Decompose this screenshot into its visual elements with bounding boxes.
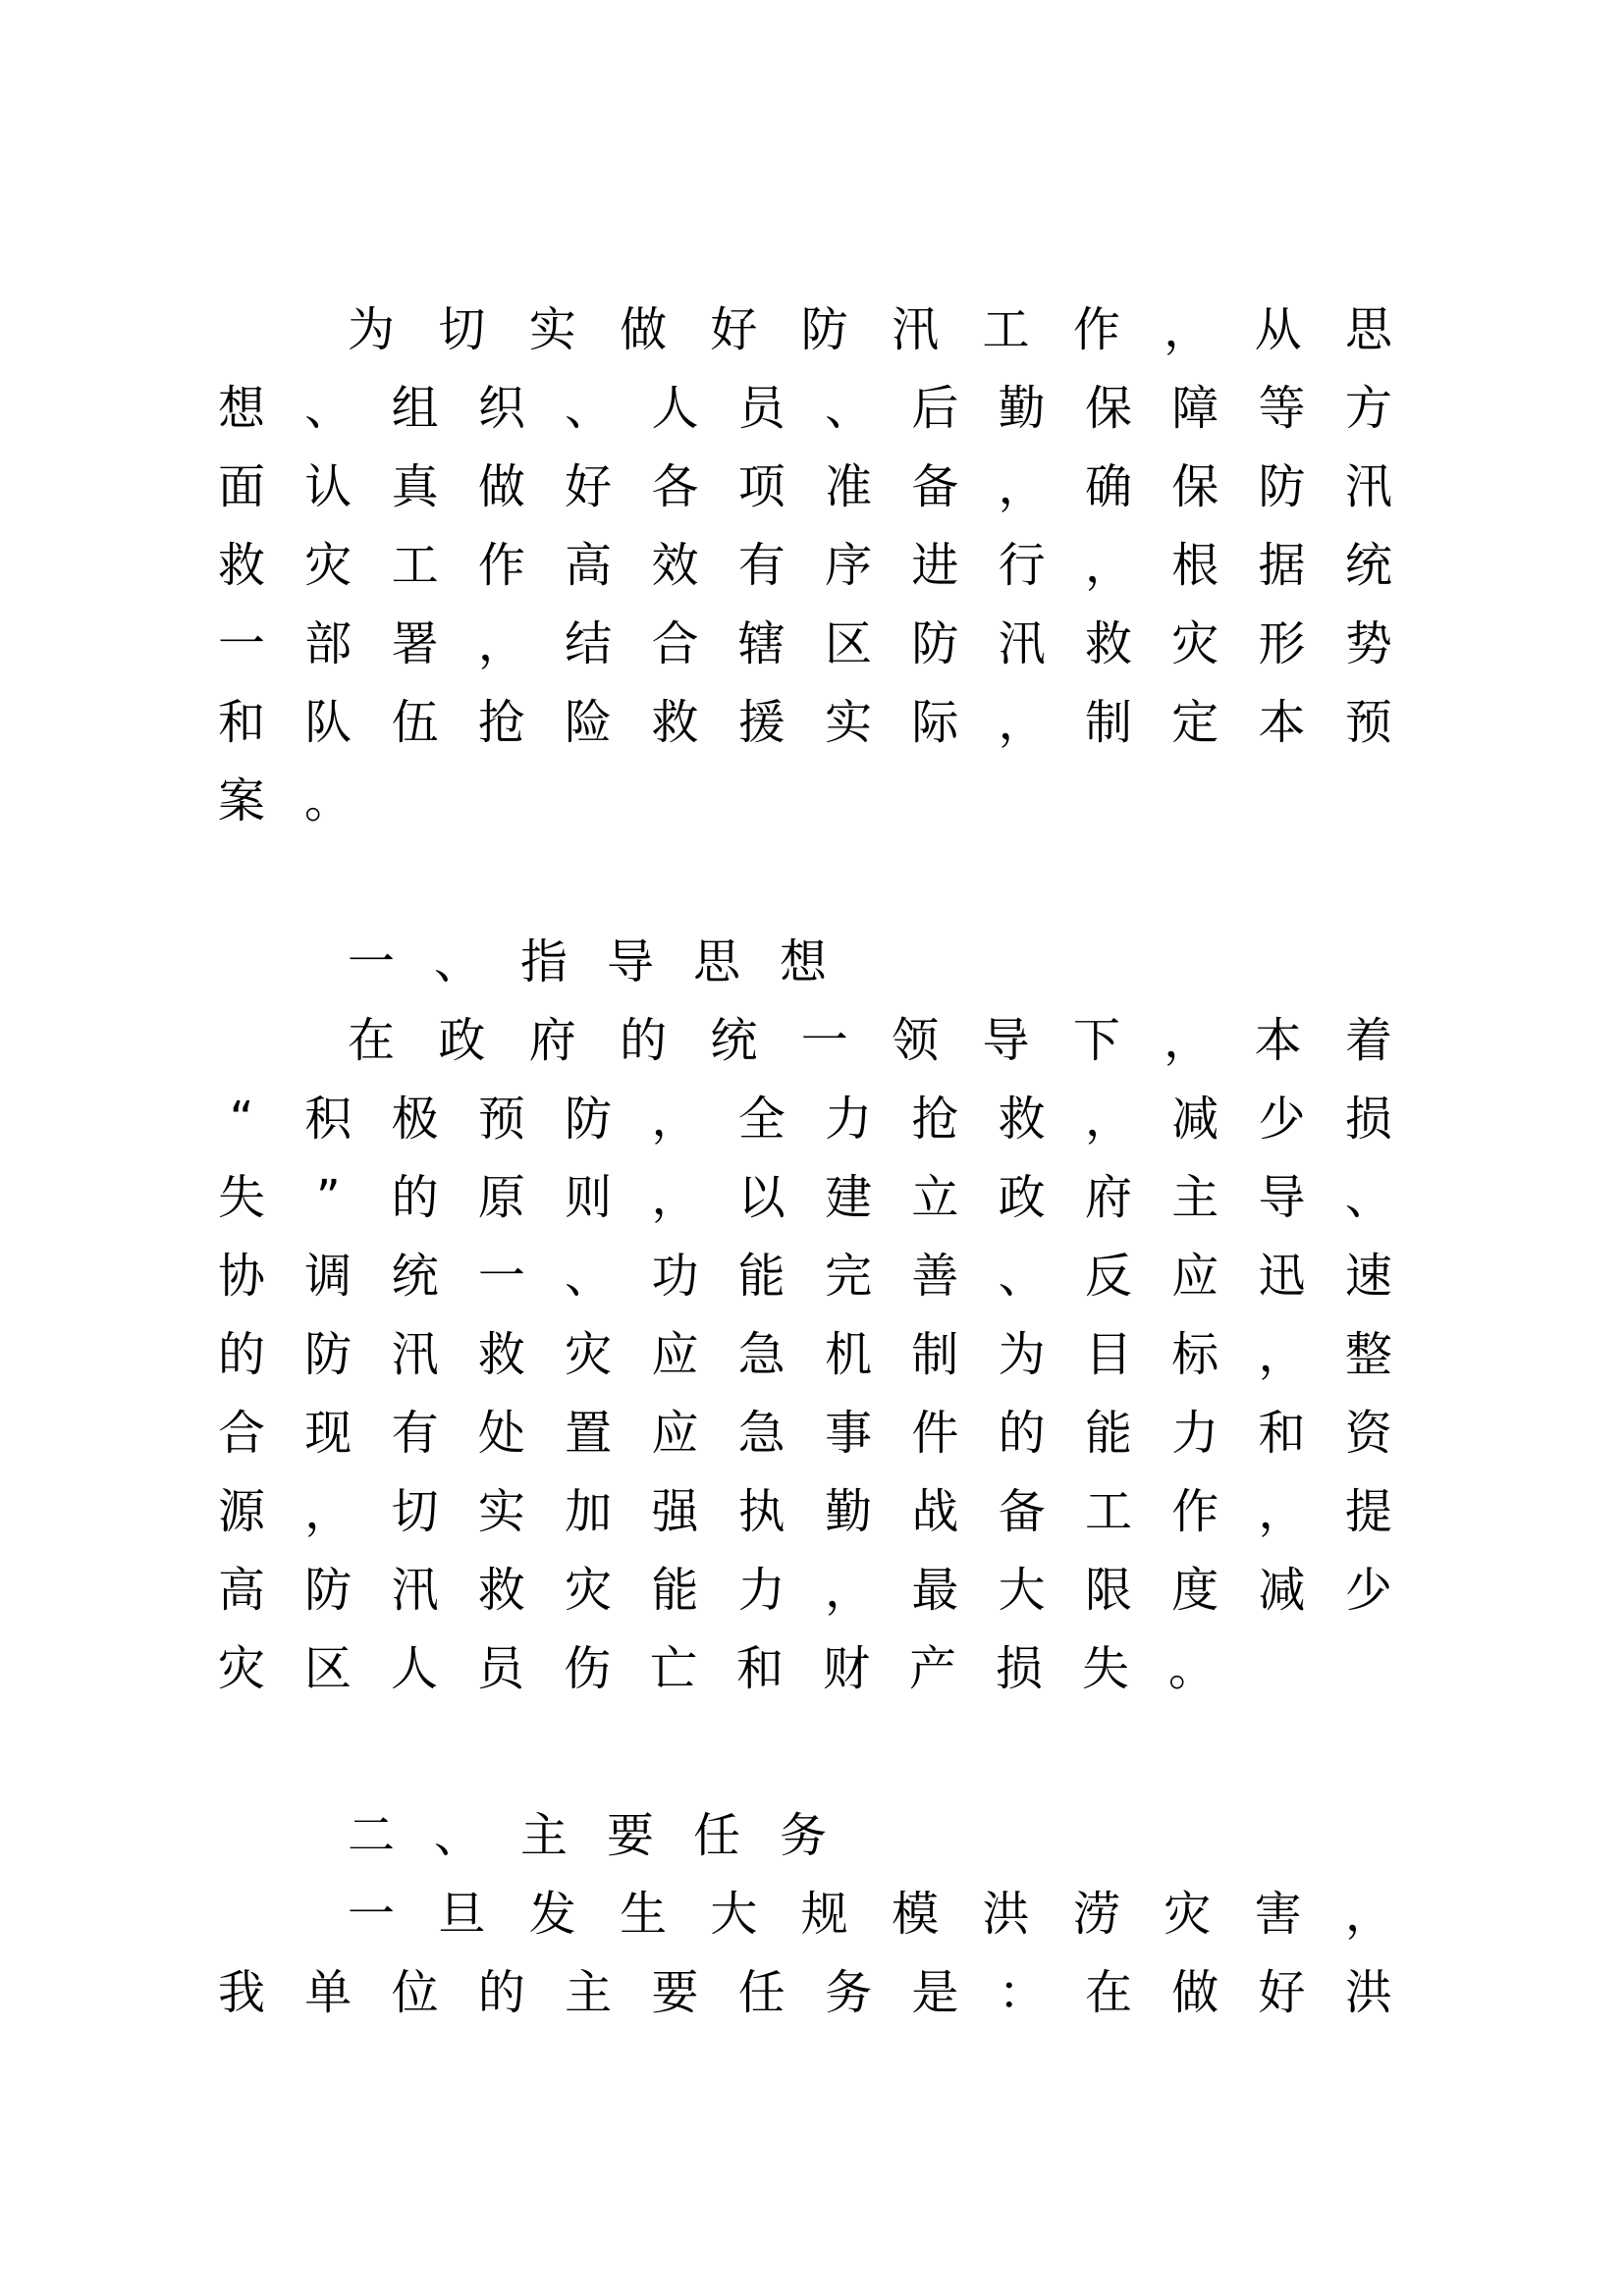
text-char: ， (825, 1563, 873, 1618)
text-char: 序 (825, 538, 873, 593)
text-char: 目 (1084, 1327, 1132, 1382)
text-char: 产 (908, 1641, 956, 1696)
text-char: 有 (737, 538, 785, 593)
section-1-line-8 (216, 1551, 1394, 1629)
intro-line-1 (346, 291, 1394, 369)
intro-line-4 (216, 526, 1394, 605)
text-char: 区 (825, 616, 873, 671)
text-char: 合 (217, 1406, 265, 1461)
text-char: 灾 (217, 1641, 265, 1696)
text-char: 区 (303, 1641, 352, 1696)
text-char: ， (1084, 1092, 1132, 1147)
text-char: 要 (606, 1808, 654, 1863)
section-1-line-4 (216, 1237, 1394, 1315)
text-char: 形 (1258, 616, 1306, 671)
text-char: 以 (737, 1170, 785, 1225)
text-char: 战 (911, 1484, 959, 1539)
text-char: 辖 (737, 616, 785, 671)
intro-line-3 (216, 448, 1394, 526)
text-char: 本 (1254, 1013, 1302, 1068)
text-char: 原 (477, 1170, 525, 1225)
text-char: 为 (998, 1327, 1046, 1382)
text-char: 任 (692, 1808, 740, 1863)
intro-line-2 (216, 369, 1394, 448)
text-char: 积 (304, 1092, 352, 1147)
text-char: ， (1258, 1327, 1306, 1382)
text-char: 府 (528, 1013, 576, 1068)
text-char: 涝 (1072, 1887, 1120, 1942)
text-char: 位 (391, 1965, 439, 2020)
text-char: 高 (565, 538, 613, 593)
text-char: 。 (303, 774, 352, 828)
text-char: 少 (1344, 1563, 1392, 1618)
text-char: 急 (737, 1406, 785, 1461)
text-char: 府 (1084, 1170, 1132, 1225)
section-1-line-3 (216, 1158, 1394, 1237)
text-char: 整 (1344, 1327, 1392, 1382)
text-char: 思 (1344, 302, 1392, 357)
text-char: 减 (1171, 1092, 1219, 1147)
text-char: 大 (998, 1563, 1046, 1618)
section-1-line-6 (216, 1394, 1394, 1472)
text-char: 一 (347, 1887, 395, 1942)
section-1-line-1 (346, 1001, 1394, 1080)
section-1-line-5 (216, 1315, 1394, 1394)
text-char: 抢 (911, 1092, 959, 1147)
text-char: 指 (519, 934, 568, 989)
text-char: 调 (304, 1249, 352, 1304)
text-char: 务 (825, 1965, 873, 2020)
text-char: 案 (217, 774, 265, 828)
text-char: 。 (1167, 1641, 1216, 1696)
text-char: 思 (692, 934, 740, 989)
text-char: 主 (1171, 1170, 1219, 1225)
text-char: 实 (477, 1484, 525, 1539)
text-char: 力 (1171, 1406, 1219, 1461)
text-char: 防 (304, 1563, 352, 1618)
text-char: 协 (217, 1249, 265, 1304)
text-char: 领 (892, 1013, 940, 1068)
text-char: 一 (477, 1249, 525, 1304)
text-char: 实 (528, 302, 576, 357)
text-char: 减 (1258, 1563, 1306, 1618)
text-char: 力 (737, 1563, 785, 1618)
text-char: 进 (911, 538, 959, 593)
text-char: 防 (565, 1092, 613, 1147)
text-char: 、 (998, 1249, 1046, 1304)
text-char: 勤 (998, 381, 1046, 436)
text-char: 际 (911, 695, 959, 750)
text-char: 速 (1344, 1249, 1392, 1304)
text-char: 预 (1344, 695, 1392, 750)
text-char: 和 (735, 1641, 784, 1696)
text-char: 大 (710, 1887, 758, 1942)
text-char: “ (229, 1092, 254, 1147)
text-char: ， (1258, 1484, 1306, 1539)
text-char: 、 (1344, 1170, 1392, 1225)
text-char: 亡 (649, 1641, 697, 1696)
text-char: 等 (1258, 381, 1306, 436)
text-char: 应 (651, 1327, 699, 1382)
text-char: 部 (304, 616, 352, 671)
text-char: 强 (651, 1484, 699, 1539)
text-char: 好 (565, 459, 613, 514)
text-char: 备 (998, 1484, 1046, 1539)
text-char: 和 (217, 695, 265, 750)
text-char: 勤 (825, 1484, 873, 1539)
text-char: 备 (911, 459, 959, 514)
section-2-heading (346, 1796, 1524, 1875)
text-char: 切 (438, 302, 486, 357)
text-char: 应 (651, 1406, 699, 1461)
text-char: 源 (217, 1484, 265, 1539)
text-char: 少 (1258, 1092, 1306, 1147)
text-char: 组 (391, 381, 439, 436)
text-char: 员 (737, 381, 785, 436)
text-char: 灾 (1171, 616, 1219, 671)
text-char: 迅 (1258, 1249, 1306, 1304)
text-char: 确 (1084, 459, 1132, 514)
text-char: 、 (433, 1808, 481, 1863)
text-char: 的 (998, 1406, 1046, 1461)
text-char: 据 (1258, 538, 1306, 593)
text-char: 导 (606, 934, 654, 989)
text-char: 队 (304, 695, 352, 750)
text-char: 制 (1084, 695, 1132, 750)
text-char: 员 (476, 1641, 524, 1696)
text-char: 极 (391, 1092, 439, 1147)
text-char: 应 (1171, 1249, 1219, 1304)
text-char: 生 (620, 1887, 668, 1942)
text-char: 工 (391, 538, 439, 593)
text-char: 务 (779, 1808, 827, 1863)
text-char: 各 (651, 459, 699, 514)
text-char: 制 (911, 1327, 959, 1382)
text-char: 、 (565, 1249, 613, 1304)
text-char: 、 (825, 381, 873, 436)
text-char: 能 (651, 1563, 699, 1618)
text-char: 障 (1171, 381, 1219, 436)
text-char: 事 (825, 1406, 873, 1461)
text-char: 保 (1084, 381, 1132, 436)
text-char: 损 (1344, 1092, 1392, 1147)
text-char: 作 (1171, 1484, 1219, 1539)
text-char: 旦 (438, 1887, 486, 1942)
text-char: ， (651, 1092, 699, 1147)
text-char: ， (1344, 1887, 1392, 1942)
text-char: 害 (1254, 1887, 1302, 1942)
text-char: 工 (982, 302, 1030, 357)
text-char: 在 (347, 1013, 395, 1068)
text-char: 单 (304, 1965, 352, 2020)
text-char: 项 (737, 459, 785, 514)
section-1-line-9 (216, 1629, 1394, 1708)
text-char: 能 (1084, 1406, 1132, 1461)
text-char: 、 (304, 381, 352, 436)
text-char: 、 (565, 381, 613, 436)
text-char: 抢 (477, 695, 525, 750)
text-char: 想 (779, 934, 827, 989)
text-char: 洪 (982, 1887, 1030, 1942)
text-char: 现 (304, 1406, 352, 1461)
text-char: ， (1164, 302, 1212, 357)
text-char: 行 (998, 538, 1046, 593)
section-1-line-7 (216, 1472, 1394, 1551)
text-char: 作 (477, 538, 525, 593)
text-char: 和 (1258, 1406, 1306, 1461)
text-char: 是 (911, 1965, 959, 2020)
text-char: 好 (1258, 1965, 1306, 2020)
text-char: 做 (477, 459, 525, 514)
text-char: 的 (391, 1170, 439, 1225)
text-char: 合 (651, 616, 699, 671)
text-char: 度 (1171, 1563, 1219, 1618)
text-char: 最 (911, 1563, 959, 1618)
text-char: 任 (737, 1965, 785, 2020)
text-char: 执 (737, 1484, 785, 1539)
text-char: 资 (1344, 1406, 1392, 1461)
text-char: ， (304, 1484, 352, 1539)
text-char: 真 (391, 459, 439, 514)
section-2-line-1 (346, 1875, 1394, 1953)
text-char: 灾 (565, 1563, 613, 1618)
text-char: 防 (800, 302, 848, 357)
text-char: 汛 (391, 1327, 439, 1382)
text-char: 政 (438, 1013, 486, 1068)
text-char: 功 (651, 1249, 699, 1304)
text-char: 面 (217, 459, 265, 514)
text-char: 灾 (565, 1327, 613, 1382)
text-char: 导 (1258, 1170, 1306, 1225)
text-char: ： (998, 1965, 1046, 2020)
text-char: 从 (1254, 302, 1302, 357)
text-char: ， (477, 616, 525, 671)
text-char: 汛 (892, 302, 940, 357)
text-char: 汛 (391, 1563, 439, 1618)
text-char: 高 (217, 1563, 265, 1618)
text-char: 认 (304, 459, 352, 514)
text-char: 预 (477, 1092, 525, 1147)
text-char: 根 (1171, 538, 1219, 593)
text-char: 切 (391, 1484, 439, 1539)
text-char: 结 (565, 616, 613, 671)
text-char: 政 (998, 1170, 1046, 1225)
text-char: 完 (825, 1249, 873, 1304)
text-char: 立 (911, 1170, 959, 1225)
text-char: 有 (391, 1406, 439, 1461)
text-char: 件 (911, 1406, 959, 1461)
text-char: 做 (620, 302, 668, 357)
text-char: 置 (565, 1406, 613, 1461)
text-char: ， (651, 1170, 699, 1225)
intro-line-7 (216, 762, 1394, 840)
text-char: 后 (911, 381, 959, 436)
text-char: 二 (347, 1808, 395, 1863)
text-char: 实 (825, 695, 873, 750)
text-char: 加 (565, 1484, 613, 1539)
text-char: 做 (1171, 1965, 1219, 2020)
text-char: 汛 (1344, 459, 1392, 514)
section-1-heading (346, 923, 1524, 1001)
text-char: 的 (217, 1327, 265, 1382)
text-char: 处 (477, 1406, 525, 1461)
text-char: 则 (565, 1170, 613, 1225)
text-char: 建 (825, 1170, 873, 1225)
text-char: 援 (737, 695, 785, 750)
text-char: 财 (822, 1641, 870, 1696)
text-char: 工 (1084, 1484, 1132, 1539)
text-char: 下 (1072, 1013, 1120, 1068)
text-char: 方 (1344, 381, 1392, 436)
text-char: ， (998, 695, 1046, 750)
text-char: 能 (737, 1249, 785, 1304)
text-char: 人 (651, 381, 699, 436)
text-char: 防 (304, 1327, 352, 1382)
text-char: 防 (911, 616, 959, 671)
text-char: 本 (1258, 695, 1306, 750)
text-char: ， (1164, 1013, 1212, 1068)
text-char: 防 (1258, 459, 1306, 514)
text-char: 为 (347, 302, 395, 357)
text-char: 统 (1344, 538, 1392, 593)
text-char: 想 (217, 381, 265, 436)
text-char: 署 (391, 616, 439, 671)
text-char: 在 (1084, 1965, 1132, 2020)
text-char: ， (998, 459, 1046, 514)
text-char: 救 (998, 1092, 1046, 1147)
text-char: 救 (651, 695, 699, 750)
text-char: 全 (737, 1092, 785, 1147)
text-char: ” (315, 1170, 341, 1225)
text-char: 救 (477, 1563, 525, 1618)
text-char: 反 (1084, 1249, 1132, 1304)
text-char: 人 (390, 1641, 438, 1696)
text-char: ， (1084, 538, 1132, 593)
text-char: 标 (1171, 1327, 1219, 1382)
section-2-line-2 (216, 1953, 1394, 2032)
text-char: 伍 (391, 695, 439, 750)
text-char: 一 (800, 1013, 848, 1068)
text-char: 灾 (1164, 1887, 1212, 1942)
text-char: 损 (995, 1641, 1043, 1696)
intro-line-6 (216, 683, 1394, 762)
text-char: 定 (1171, 695, 1219, 750)
text-char: 救 (217, 538, 265, 593)
text-char: 着 (1344, 1013, 1392, 1068)
text-char: 要 (651, 1965, 699, 2020)
text-char: 一 (347, 934, 395, 989)
text-char: 急 (737, 1327, 785, 1382)
text-char: 势 (1344, 616, 1392, 671)
text-char: 善 (911, 1249, 959, 1304)
text-char: 、 (433, 934, 481, 989)
text-char: 灾 (304, 538, 352, 593)
text-char: 好 (710, 302, 758, 357)
text-char: 一 (217, 616, 265, 671)
text-char: 效 (651, 538, 699, 593)
text-char: 规 (800, 1887, 848, 1942)
text-char: 汛 (998, 616, 1046, 671)
text-char: 险 (565, 695, 613, 750)
text-char: 作 (1072, 302, 1120, 357)
text-char: 救 (477, 1327, 525, 1382)
text-char: 救 (1084, 616, 1132, 671)
text-char: 织 (477, 381, 525, 436)
text-char: 的 (477, 1965, 525, 2020)
text-char: 提 (1344, 1484, 1392, 1539)
text-char: 力 (825, 1092, 873, 1147)
text-char: 主 (519, 1808, 568, 1863)
intro-line-5 (216, 605, 1394, 683)
text-char: 机 (825, 1327, 873, 1382)
text-char: 我 (217, 1965, 265, 2020)
text-char: 发 (528, 1887, 576, 1942)
text-char: 统 (391, 1249, 439, 1304)
text-char: 主 (565, 1965, 613, 2020)
text-char: 准 (825, 459, 873, 514)
text-char: 导 (982, 1013, 1030, 1068)
text-char: 失 (1081, 1641, 1129, 1696)
text-char: 模 (892, 1887, 940, 1942)
text-char: 统 (710, 1013, 758, 1068)
section-1-line-2 (216, 1080, 1394, 1158)
text-char: 限 (1084, 1563, 1132, 1618)
text-char: 失 (217, 1170, 265, 1225)
text-char: 洪 (1344, 1965, 1392, 2020)
text-char: 保 (1171, 459, 1219, 514)
text-char: 伤 (563, 1641, 611, 1696)
text-char: 的 (620, 1013, 668, 1068)
